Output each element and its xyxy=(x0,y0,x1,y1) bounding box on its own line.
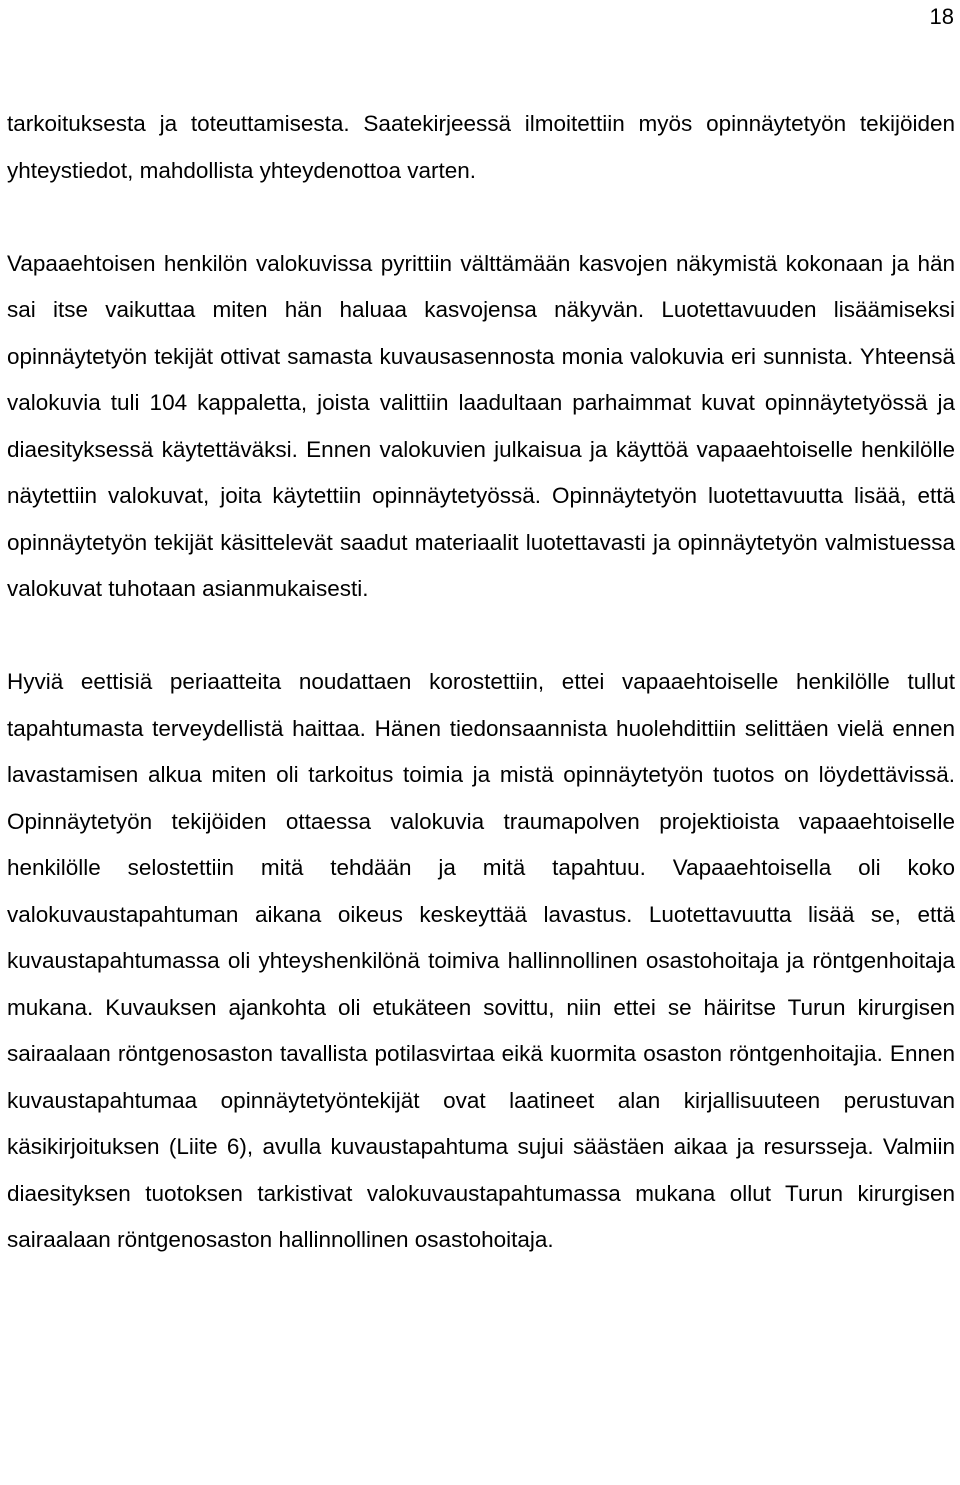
paragraph-continuation: tarkoituksesta ja toteuttamisesta. Saatekirjeessä ilmoitettiin myös opinnäytetyön tekijöiden yhteystiedot, mahdollista yhteydenottoa varten. xyxy=(7,111,955,183)
document-body xyxy=(7,101,955,1264)
paragraph-photo-reliability: Vapaaehtoisen henkilön valokuvissa pyrittiin välttämään kasvojen näkymistä kokonaan ja hän sai itse vaikuttaa miten hän haluaa kasvojensa näkyvän. Luotettavuuden lisäämiseksi opinnäytetyön tekijät ottivat samasta kuvausasennosta monia valokuvia eri sunnista. Yhteensä valokuvia tuli 104 kappaletta, joista valittiin laadultaan parhaimmat kuvat opinnäytetyössä ja diaesityksessä käytettäväksi. Ennen valokuvien julkaisua ja käyttöä vapaaehtoiselle henkilölle näytettiin valokuvat, joita käytettiin opinnäytetyössä. Opinnäytetyön luotettavuutta lisää, että opinnäytetyön tekijät käsittelevät saadut materiaalit luotettavasti ja opinnäytetyön valmistuessa valokuvat tuhotaan asianmukaisesti. xyxy=(7,250,955,601)
paragraph-ethical-principles: Hyviä eettisiä periaatteita noudattaen korostettiin, ettei vapaaehtoiselle henkilölle tullut tapahtumasta terveydellistä haittaa. Hänen tiedonsaannista huolehdittiin selittäen vielä ennen lavastamisen alkua miten oli tarkoitus toimia ja mistä opinnäytetyön tuotos on löydettävissä. Opinnäytetyön tekijöiden ottaessa valokuvia traumapolven projektioista vapaaehtoiselle henkilölle selostettiin mitä tehdään ja mitä tapahtuu. Vapaaehtoisella oli koko valokuvaustapahtuman aikana oikeus keskeyttää lavastus. Luotettavuutta lisää se, että kuvaustapahtumassa oli yhteyshenkilönä toimiva hallinnollinen osastohoitaja ja röntgenhoitaja mukana. Kuvauksen ajankohta oli etukäteen sovittu, niin ettei se häiritse Turun kirurgisen sairaalaan röntgenosaston tavallista potilasvirtaa eikä kuormita osaston röntgenhoitajia. Ennen kuvaustapahtumaa opinnäytetyöntekijät ovat laatineet alan kirjallisuuteen perustuvan käsikirjoituksen (Liite 6), avulla kuvaustapahtuma sujui säästäen aikaa ja resursseja. Valmiin diaesityksen tuotoksen tarkistivat valokuvaustapahtumassa mukana ollut Turun kirurgisen sairaalaan röntgenosaston hallinnollinen osastohoitaja. xyxy=(7,669,955,1252)
page-number: 18 xyxy=(929,4,954,29)
